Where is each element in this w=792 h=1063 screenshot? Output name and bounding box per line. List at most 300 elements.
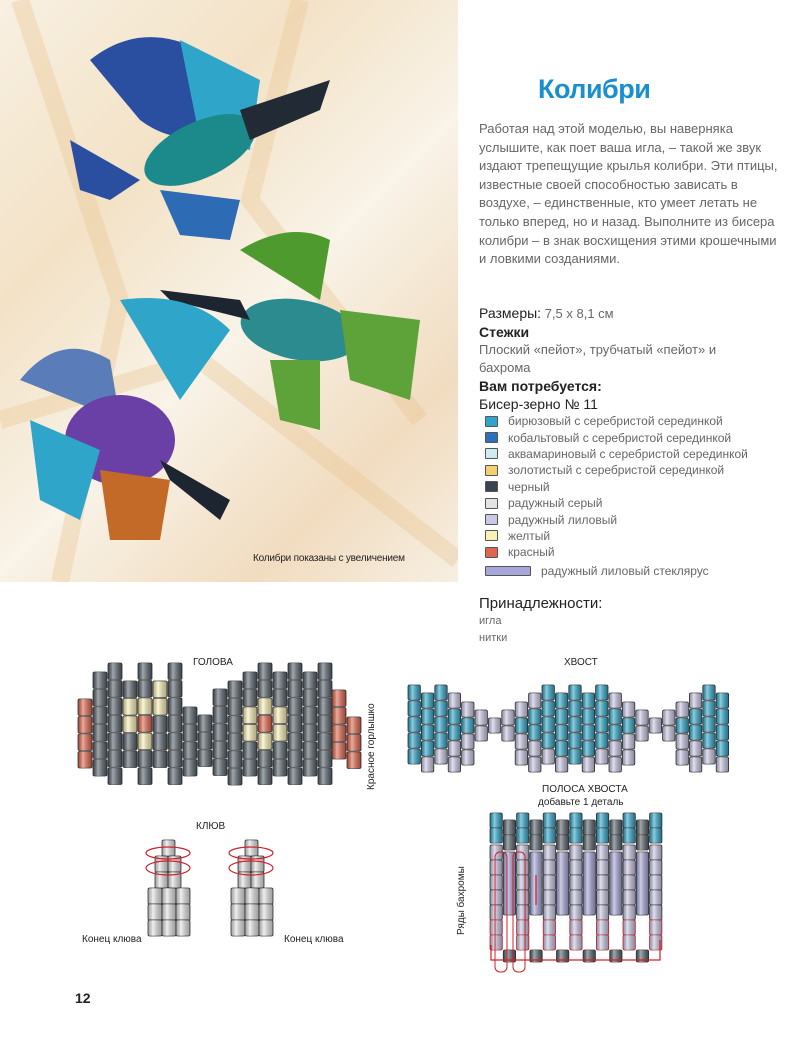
bead (123, 681, 137, 698)
legend-label: радужный лиловый (508, 512, 618, 527)
bead (529, 725, 541, 740)
bead (258, 733, 272, 750)
bead (108, 768, 122, 785)
bead (108, 751, 122, 768)
bead (623, 935, 635, 950)
bead (123, 751, 137, 768)
bead (108, 663, 122, 680)
bead (243, 707, 257, 724)
bead (542, 749, 554, 764)
bead (228, 699, 242, 716)
bead (231, 920, 245, 936)
bead (475, 726, 487, 741)
bead (650, 828, 662, 843)
bead (162, 904, 176, 920)
bead (421, 725, 433, 740)
bead (462, 750, 474, 765)
bead (435, 733, 447, 748)
legend-label: радужный серый (508, 496, 603, 511)
bead (542, 685, 554, 700)
bead (347, 752, 361, 769)
bead (543, 920, 555, 935)
article-intro: Работая над этой моделью, вы наверняка услышите, как поет ваша игла, – такой же звук издают трепещущие крылья колибри. Эти птицы, известные своей способностью зависать в воздухе, – единственные, кто умеет летать не только вперед, но и назад. Выполните из бисера колибри – в знак восхищения этими крошечными и ловкими созданиями. (479, 121, 778, 267)
tail-strip-note: добавьте 1 деталь (538, 797, 624, 808)
bead (529, 757, 541, 772)
bead (183, 742, 197, 759)
bead (421, 709, 433, 724)
bead (636, 820, 648, 835)
bead (623, 860, 635, 875)
bead (515, 734, 527, 749)
bead (650, 905, 662, 920)
bead (515, 702, 527, 717)
bead (448, 693, 460, 708)
bead (462, 718, 474, 733)
bead (515, 718, 527, 733)
bead (543, 905, 555, 920)
bead (288, 716, 302, 733)
bead (93, 672, 107, 689)
bead (78, 752, 92, 769)
bead (703, 749, 715, 764)
bead (543, 875, 555, 890)
bead (490, 890, 502, 905)
bead (213, 742, 227, 759)
bead (138, 663, 152, 680)
bead (557, 852, 569, 915)
materials-heading: Вам потребуется: (479, 378, 602, 394)
bead (183, 760, 197, 777)
beak-diagram-title: КЛЮВ (196, 821, 226, 832)
bead (555, 741, 567, 756)
bead (622, 702, 634, 717)
bead (689, 693, 701, 708)
bead (623, 828, 635, 843)
bead (231, 888, 245, 904)
bead (153, 751, 167, 768)
bead (228, 716, 242, 733)
bead (543, 890, 555, 905)
bead (503, 820, 515, 835)
bead (168, 681, 182, 698)
bead (78, 717, 92, 734)
bead (168, 768, 182, 785)
bead (228, 681, 242, 698)
bead (490, 935, 502, 950)
bead (318, 663, 332, 680)
bead (490, 813, 502, 828)
bead (318, 768, 332, 785)
bead (228, 751, 242, 768)
bead (332, 725, 346, 742)
bead (650, 860, 662, 875)
bead (303, 690, 317, 707)
bead (636, 852, 648, 915)
bead (183, 707, 197, 724)
bead (609, 725, 621, 740)
bead (517, 920, 529, 935)
bead (462, 734, 474, 749)
bead (555, 757, 567, 772)
legend-label: бирюзовый с серебристой серединкой (508, 414, 723, 429)
bead (623, 813, 635, 828)
bead (569, 701, 581, 716)
bead (570, 813, 582, 828)
bead (273, 742, 287, 759)
bead (288, 663, 302, 680)
accessory-item: нитки (479, 631, 508, 644)
bead (609, 693, 621, 708)
bead (490, 875, 502, 890)
bead (570, 905, 582, 920)
beak-diagram (146, 840, 273, 936)
bead (596, 828, 608, 843)
bead (623, 845, 635, 860)
bead (162, 840, 175, 856)
bead (570, 875, 582, 890)
bead (583, 852, 595, 915)
bead (259, 904, 273, 920)
bead (108, 681, 122, 698)
bead (148, 920, 162, 936)
throat-label: Красное горлышко (366, 703, 377, 790)
bead (663, 726, 675, 741)
bead (198, 750, 212, 767)
bead (448, 709, 460, 724)
bead (148, 888, 162, 904)
bead (168, 751, 182, 768)
bead (650, 845, 662, 860)
bead (448, 741, 460, 756)
bead (138, 768, 152, 785)
bead (138, 681, 152, 698)
bead (231, 904, 245, 920)
bead (530, 820, 542, 835)
tail-strip-title: ПОЛОСА ХВОСТА (542, 784, 628, 795)
bead (649, 718, 661, 733)
legend-label: желтый (508, 528, 551, 543)
bead (716, 725, 728, 740)
bead (288, 681, 302, 698)
bead (596, 749, 608, 764)
bugle-label: радужный лиловый стеклярус (541, 563, 709, 578)
bead (582, 693, 594, 708)
bead (435, 701, 447, 716)
accessory-item: игла (479, 614, 502, 627)
bead (303, 707, 317, 724)
bead (332, 708, 346, 725)
bead (273, 707, 287, 724)
bead (517, 905, 529, 920)
bead (610, 835, 622, 850)
bead (153, 734, 167, 751)
bead (555, 693, 567, 708)
bead (288, 733, 302, 750)
bead (543, 813, 555, 828)
bead (570, 935, 582, 950)
bead (570, 828, 582, 843)
bead (303, 672, 317, 689)
legend-label: золотистый с серебристой серединкой (508, 463, 725, 478)
bead (421, 757, 433, 772)
bead (318, 681, 332, 698)
bead (462, 702, 474, 717)
beads-heading: Бисер-зерно № 11 (479, 396, 598, 412)
bead (582, 709, 594, 724)
bead (78, 699, 92, 716)
bead (490, 920, 502, 935)
bead (435, 717, 447, 732)
bead (176, 920, 190, 936)
bead (676, 718, 688, 733)
bead (609, 741, 621, 756)
bead (570, 920, 582, 935)
bead (623, 890, 635, 905)
bead (435, 685, 447, 700)
bead (569, 717, 581, 732)
bead (596, 701, 608, 716)
bead (517, 828, 529, 843)
bead (123, 699, 137, 716)
bead (332, 690, 346, 707)
bead (153, 716, 167, 733)
bead (622, 718, 634, 733)
bead (138, 698, 152, 715)
size-value: 7,5 х 8,1 см (544, 306, 614, 321)
bead (703, 685, 715, 700)
bead (318, 716, 332, 733)
bead (243, 690, 257, 707)
bead (583, 835, 595, 850)
bead (303, 725, 317, 742)
bead (609, 757, 621, 772)
bead (529, 741, 541, 756)
bead (78, 734, 92, 751)
bead (318, 751, 332, 768)
bead (448, 757, 460, 772)
bead (570, 845, 582, 860)
bead (517, 890, 529, 905)
bead (569, 733, 581, 748)
bead (543, 828, 555, 843)
bead (517, 813, 529, 828)
bead (517, 860, 529, 875)
bead (168, 733, 182, 750)
bead (213, 724, 227, 741)
accessories-heading: Принадлежности: (479, 594, 603, 612)
bead (716, 709, 728, 724)
bead (609, 709, 621, 724)
head-diagram-title: ГОЛОВА (193, 657, 233, 668)
bead (623, 920, 635, 935)
bead (676, 750, 688, 765)
bead (596, 905, 608, 920)
bead (517, 875, 529, 890)
bead (650, 875, 662, 890)
tail-diagram-title: ХВОСТ (564, 657, 598, 668)
legend-label: кобальтовый с серебристой серединкой (508, 430, 732, 445)
bead (243, 760, 257, 777)
bead (228, 769, 242, 786)
bead (332, 743, 346, 760)
bead (596, 875, 608, 890)
bead (515, 750, 527, 765)
bead (650, 813, 662, 828)
bead (258, 768, 272, 785)
bead (408, 685, 420, 700)
bead (542, 717, 554, 732)
bead (596, 813, 608, 828)
legend-label: черный (508, 479, 550, 494)
bead (288, 768, 302, 785)
bead (162, 888, 176, 904)
bead (123, 716, 137, 733)
bead (543, 860, 555, 875)
bead (689, 757, 701, 772)
bead (408, 749, 420, 764)
tail-strip-diagram (490, 813, 662, 972)
bead (650, 890, 662, 905)
bead (569, 749, 581, 764)
bead (259, 888, 273, 904)
bead (243, 672, 257, 689)
bead (258, 681, 272, 698)
bead (530, 835, 542, 850)
bead (288, 698, 302, 715)
bead (529, 709, 541, 724)
bead (245, 840, 258, 856)
bead (408, 733, 420, 748)
bead (716, 693, 728, 708)
bead (408, 701, 420, 716)
bead (542, 733, 554, 748)
bead (123, 734, 137, 751)
bead (557, 835, 569, 850)
bead (582, 725, 594, 740)
bead (303, 742, 317, 759)
bead (543, 845, 555, 860)
bead (93, 742, 107, 759)
bead (475, 710, 487, 725)
bead (435, 749, 447, 764)
bead (288, 751, 302, 768)
bead (258, 663, 272, 680)
bead (213, 707, 227, 724)
bead (623, 905, 635, 920)
bead (318, 733, 332, 750)
stitches-value: Плоский «пейот», трубчатый «пейот» и бахрома (479, 342, 717, 375)
article-title: Колибри (538, 74, 651, 104)
bead (569, 685, 581, 700)
bead (490, 905, 502, 920)
bead (529, 693, 541, 708)
page-number: 12 (75, 990, 91, 1006)
bead (228, 734, 242, 751)
bead (176, 888, 190, 904)
bead (258, 716, 272, 733)
beak-end-label: Конец клюва (82, 934, 142, 945)
bead (555, 725, 567, 740)
bead (557, 820, 569, 835)
bead (243, 725, 257, 742)
bead (663, 710, 675, 725)
bead (273, 690, 287, 707)
bead (689, 741, 701, 756)
bead (93, 760, 107, 777)
bead (198, 715, 212, 732)
bead (108, 733, 122, 750)
bead (176, 904, 190, 920)
bead (503, 835, 515, 850)
bead (245, 920, 259, 936)
bead (596, 920, 608, 935)
bead (502, 710, 514, 725)
legend-label: аквамариновый с серебристой серединкой (508, 446, 748, 461)
bead (168, 663, 182, 680)
bead (153, 681, 167, 698)
bead (213, 689, 227, 706)
bead (596, 685, 608, 700)
bead (610, 852, 622, 915)
bead (622, 750, 634, 765)
bead (421, 693, 433, 708)
bead (596, 890, 608, 905)
bead (303, 760, 317, 777)
bead (153, 699, 167, 716)
bead (542, 701, 554, 716)
bead (490, 860, 502, 875)
bead (570, 860, 582, 875)
bead (490, 828, 502, 843)
bead (183, 725, 197, 742)
bead (555, 709, 567, 724)
bead (488, 718, 500, 733)
bead (596, 935, 608, 950)
bead (570, 890, 582, 905)
bead (347, 735, 361, 752)
bead (703, 717, 715, 732)
bead (703, 733, 715, 748)
beak-end-label: Конец клюва (284, 934, 344, 945)
bead (582, 757, 594, 772)
bead (636, 726, 648, 741)
bead (245, 904, 259, 920)
bead (596, 733, 608, 748)
bead (138, 716, 152, 733)
bead (273, 760, 287, 777)
bead (138, 733, 152, 750)
bead (273, 672, 287, 689)
bead (408, 717, 420, 732)
bead (93, 725, 107, 742)
bead (716, 757, 728, 772)
bead (258, 698, 272, 715)
bead (517, 935, 529, 950)
tail-diagram (408, 685, 729, 772)
bead (347, 717, 361, 734)
photo-caption: Колибри показаны с увеличением (253, 553, 405, 564)
bead (502, 726, 514, 741)
bead (213, 759, 227, 776)
size-label: Размеры: (479, 305, 542, 321)
bead (689, 725, 701, 740)
bead (596, 717, 608, 732)
bead (243, 742, 257, 759)
bead (108, 716, 122, 733)
bead (596, 845, 608, 860)
bead (168, 698, 182, 715)
bead (93, 690, 107, 707)
